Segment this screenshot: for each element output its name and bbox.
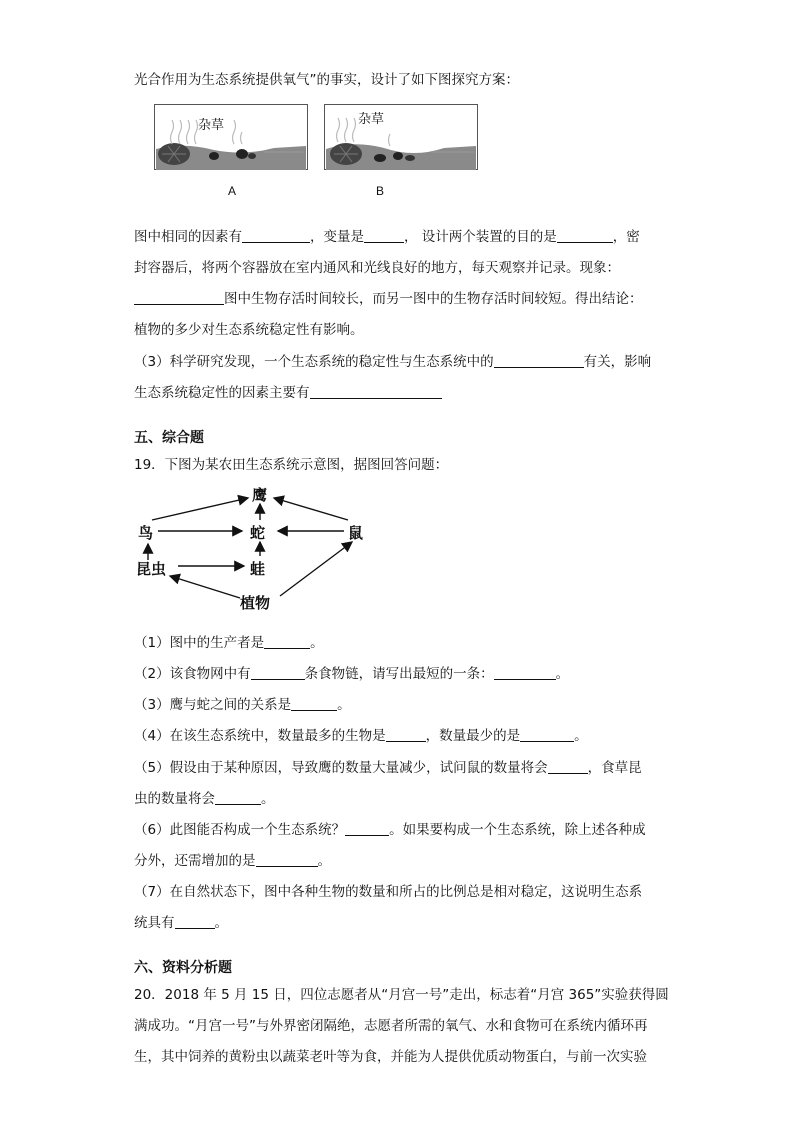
node-snake: 蛇 [250, 524, 266, 542]
passage-line-3: 生，其中饲养的黄粉虫以蔬菜老叶等为食，并能为人提供优质动物蛋白，与前一次实验 [134, 1049, 647, 1065]
answer-blank[interactable] [134, 291, 224, 305]
answer-blank[interactable] [310, 385, 442, 399]
figure-b-drawing [324, 104, 480, 172]
answer-blank[interactable] [557, 229, 613, 243]
text: 分外，还需增加的是 [134, 853, 256, 869]
sub-question-7-cont [134, 911, 228, 931]
passage-line-1: 20．2018 年 5 月 15 日，四位志愿者从“月宫一号”走出，标志着“月宫 365”实验获得圆 [134, 987, 669, 1003]
passage-line-2: 满成功。“月宫一号”与外界密闭隔绝，志愿者所需的氧气、水和食物可在系统内循环再 [134, 1018, 648, 1034]
answer-blank[interactable] [494, 354, 584, 368]
figure-b-label: 杂草 [358, 112, 385, 127]
text: 。 [317, 853, 331, 869]
text: 。 [555, 666, 570, 682]
text: 。如果要构成一个生态系统，除上述各种成 [389, 822, 646, 838]
answer-blank[interactable] [386, 728, 426, 742]
text: 虫的数量将会 [134, 791, 215, 807]
sub-question-2 [134, 662, 569, 682]
sub-question-1 [134, 631, 324, 651]
node-hawk: 鹰 [252, 486, 268, 504]
answer-blank[interactable] [256, 853, 318, 867]
answer-blank[interactable] [264, 635, 310, 649]
answer-blank[interactable] [242, 229, 310, 243]
text: （5）假设由于某种原因，导致鹰的数量大量减少，试问鼠的数量将会 [134, 760, 548, 776]
section-6-heading: 六、资料分析题 [134, 960, 232, 976]
text: ，密 [612, 229, 640, 245]
question-line-3 [134, 287, 643, 307]
text: 。 [214, 915, 228, 931]
text: 。 [574, 728, 588, 744]
text: 统具有 [134, 915, 175, 931]
text: ，数量最少的是 [425, 728, 521, 744]
question-19: 19．下图为某农田生态系统示意图，据图回答问题： [134, 457, 449, 473]
sub-question-4 [134, 724, 588, 744]
node-bird: 鸟 [138, 524, 154, 542]
answer-blank[interactable] [175, 915, 215, 929]
text: 。 [337, 697, 351, 713]
text: （3）鹰与蛇之间的关系是 [134, 697, 292, 713]
text: （1）图中的生产者是 [134, 635, 265, 651]
answer-blank[interactable] [251, 666, 305, 680]
text: 图中生物存活时间较长，而另一图中的生物存活时间较短。得出结论： [224, 291, 643, 307]
text: （6）此图能否构成一个生态系统？ [134, 822, 346, 838]
figure-a [154, 104, 310, 172]
sub-question-3 [134, 693, 351, 713]
question-line-2: 封容器后，将两个容器放在室内通风和光线良好的地方，每天观察并记录。现象： [134, 260, 620, 276]
sub-question-7: （7）在自然状态下，图中各种生物的数量和所占的比例总是相对稳定，这说明生态系 [134, 884, 643, 900]
answer-blank[interactable] [291, 697, 337, 711]
text: （3）科学研究发现，一个生态系统的稳定性与生态系统中的 [134, 354, 494, 370]
text: 。 [310, 635, 324, 651]
question-line-4: 植物的多少对生态系统稳定性有影响。 [134, 322, 364, 338]
node-plant: 植物 [240, 594, 271, 612]
figure-a-drawing [154, 104, 310, 172]
text: （2）该食物网中有 [134, 666, 251, 682]
text: 条食物链，请写出最短的一条： [304, 666, 494, 682]
answer-blank[interactable] [215, 791, 261, 805]
text: 有关，影响 [583, 354, 652, 370]
food-web-diagram [130, 482, 380, 612]
node-insect: 昆虫 [136, 560, 167, 578]
node-mouse: 鼠 [348, 524, 364, 542]
figure-b [324, 104, 480, 172]
text: （4）在该生态系统中，数量最多的生物是 [134, 728, 386, 744]
question-line-1 [134, 225, 640, 245]
sub-question-6 [134, 818, 646, 838]
answer-blank[interactable] [548, 760, 588, 774]
answer-blank[interactable] [520, 728, 574, 742]
section-5-heading: 五、综合题 [134, 430, 204, 446]
intro-text: 光合作用为生态系统提供氧气”的事实，设计了如下图探究方案： [134, 72, 519, 88]
question-line-6 [134, 381, 442, 401]
figure-a-label: 杂草 [198, 118, 225, 133]
text: ，食草昆 [587, 760, 642, 776]
sub-question-5-cont [134, 787, 275, 807]
sub-question-5 [134, 756, 642, 776]
text: 图中相同的因素有 [134, 229, 242, 245]
text: 。 [261, 791, 275, 807]
answer-blank[interactable] [494, 666, 556, 680]
caption-a: A [228, 184, 237, 198]
sub-question-6-cont [134, 849, 331, 869]
answer-blank[interactable] [364, 229, 404, 243]
caption-b: B [376, 184, 385, 198]
node-frog: 蛙 [250, 560, 266, 578]
text: ，变量是 [310, 229, 364, 245]
question-line-5 [134, 350, 651, 370]
text: 生态系统稳定性的因素主要有 [134, 385, 310, 401]
text: ， 设计两个装置的目的是 [404, 229, 557, 245]
answer-blank[interactable] [345, 822, 389, 836]
